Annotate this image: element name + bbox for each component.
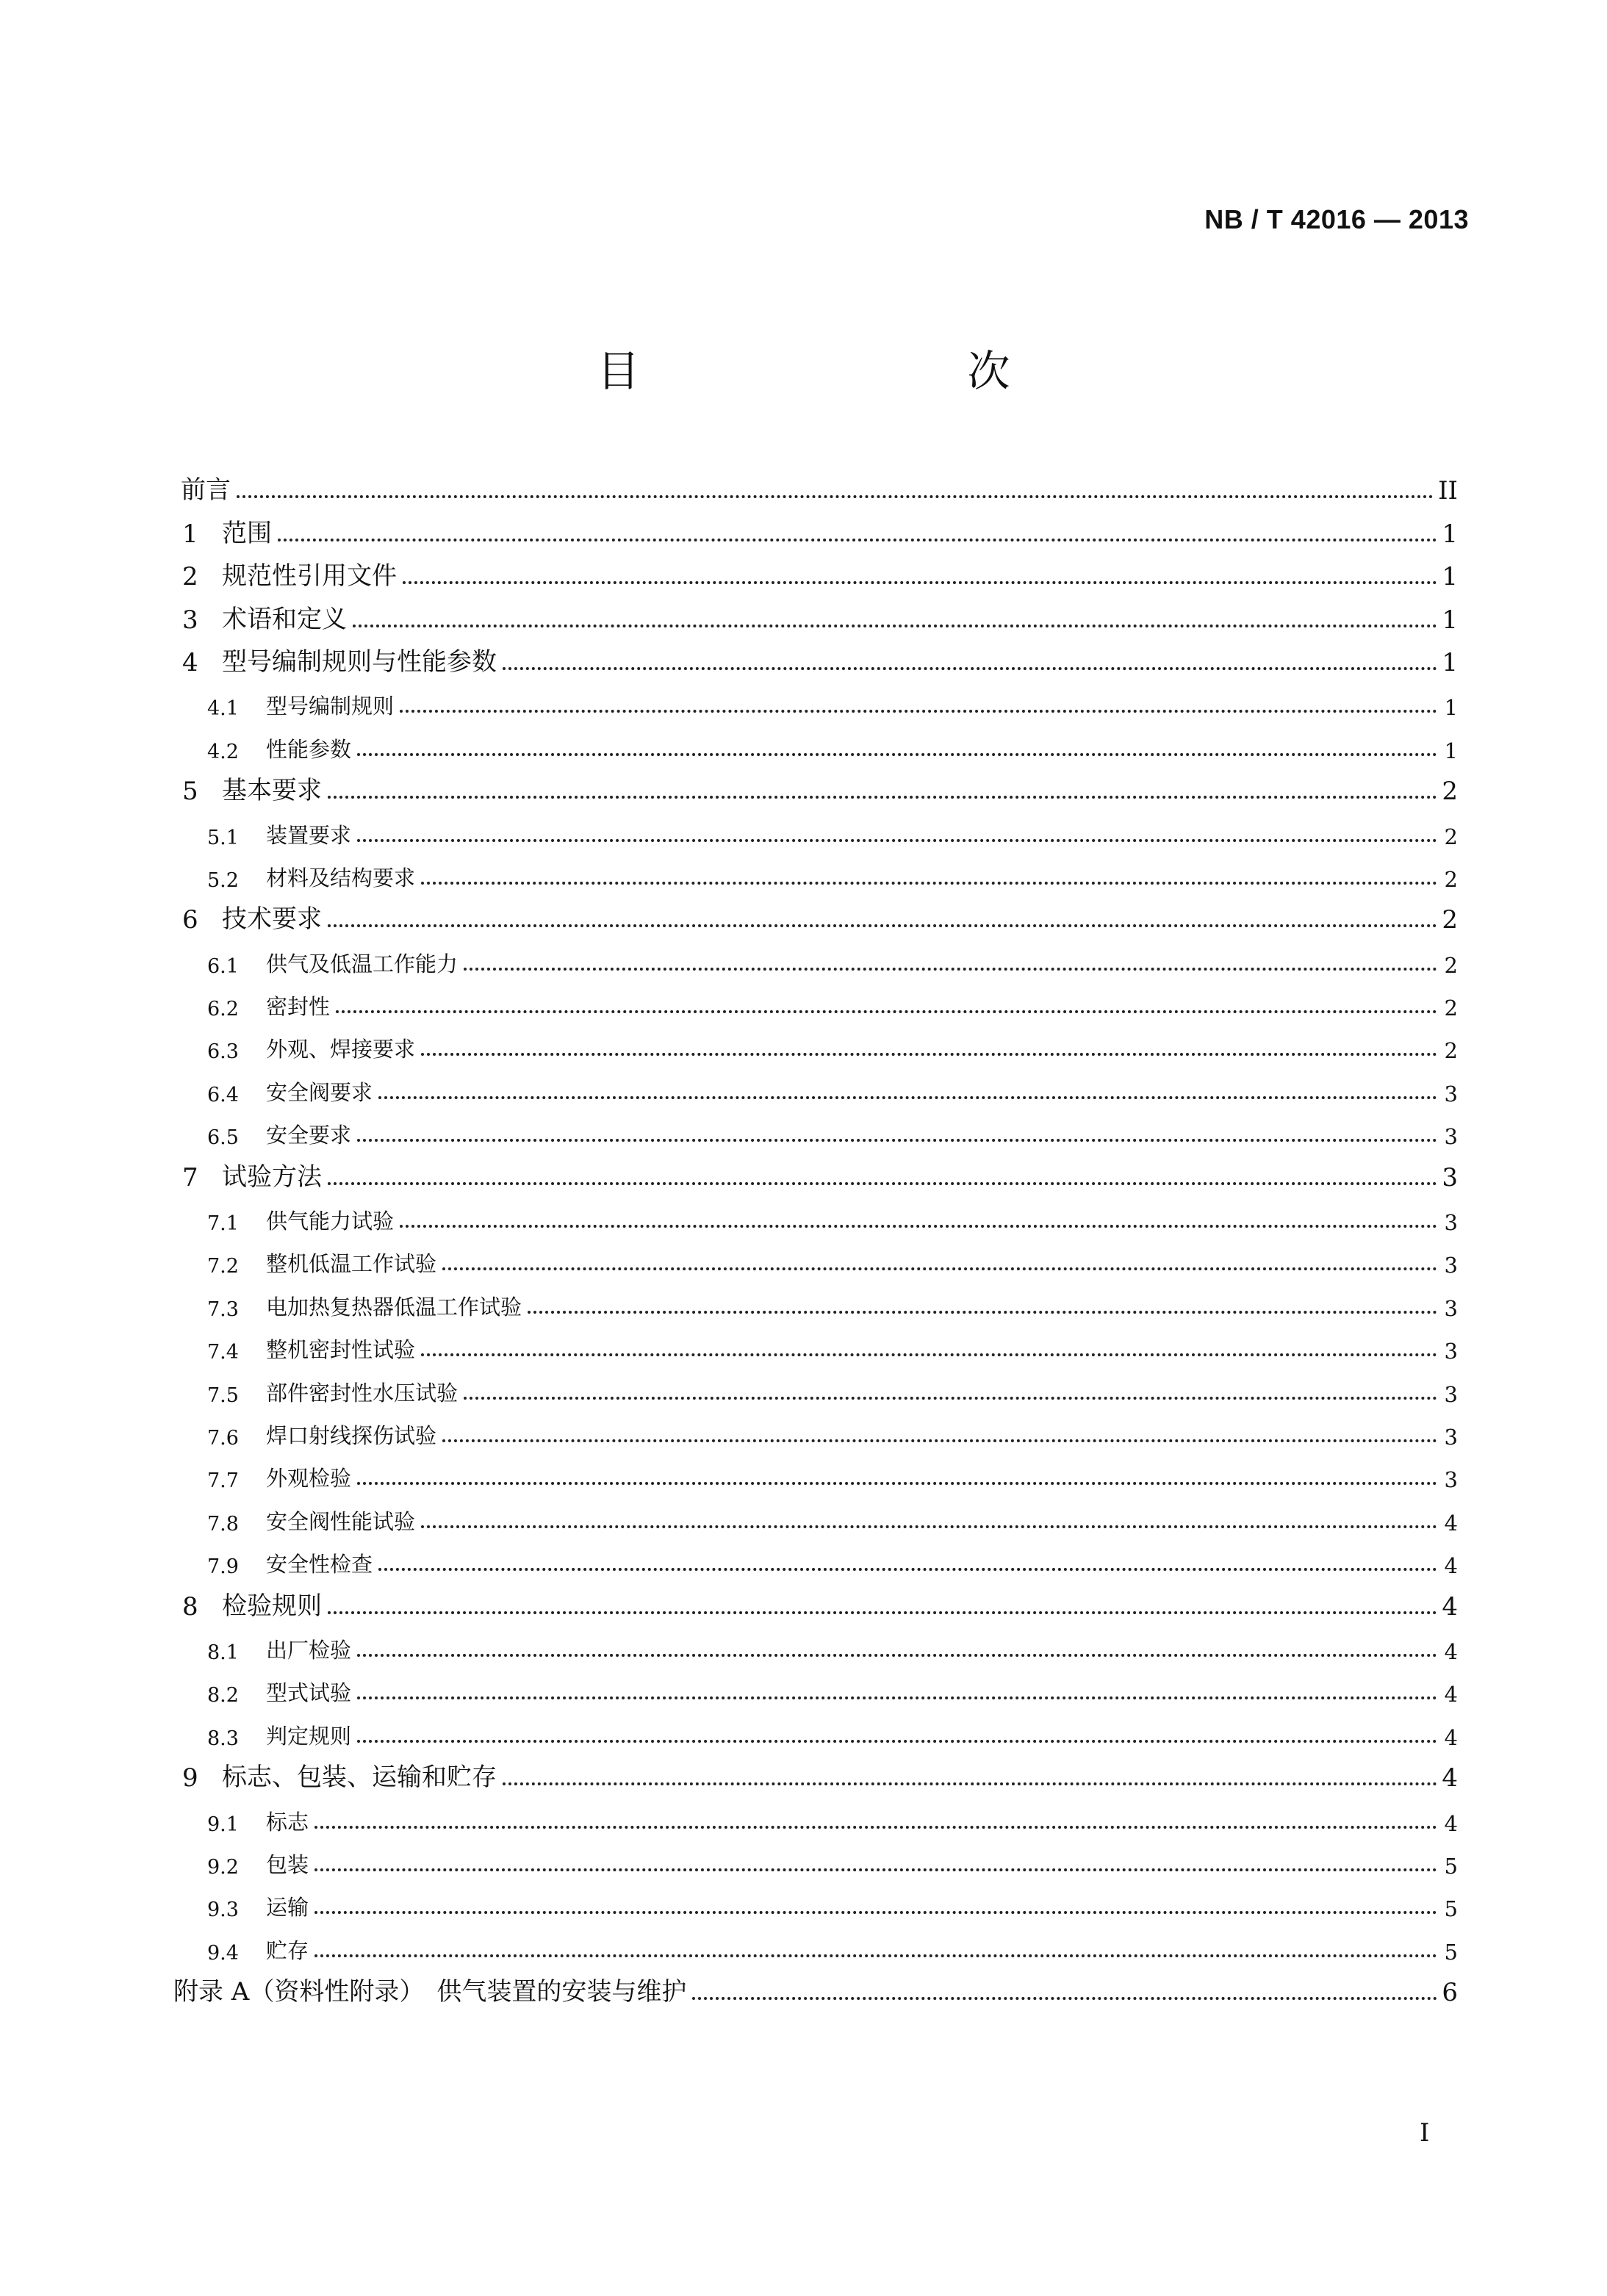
toc-entry-label: 贮存 [266,1937,309,1963]
toc-subsection-entry[interactable] [173,1926,1458,1968]
dot-leader [421,882,1437,885]
toc-entry-number: 6.1 [207,954,239,978]
dot-leader [357,839,1437,842]
toc-entry-label: 判定规则 [266,1723,352,1749]
toc-entry-number: 6.2 [207,998,239,1021]
toc-entry-page: 6 [1442,1978,1458,2008]
dot-leader [357,1740,1437,1743]
toc-subsection-entry[interactable] [173,1368,1458,1411]
toc-entry-page: 2 [1444,996,1458,1021]
toc-entry-page: 3 [1444,1081,1458,1106]
toc-entry-number: 7.8 [207,1512,239,1536]
dot-leader [314,1868,1437,1871]
dot-leader [314,1954,1437,1957]
toc-entry-number: 9.3 [207,1899,239,1922]
toc-subsection-entry[interactable] [173,682,1458,724]
toc-chapter-entry[interactable] [173,768,1458,810]
toc-entry-number: 3 [182,605,198,635]
toc-entry-label: 材料及结构要求 [266,865,416,890]
dot-leader [314,1911,1437,1914]
toc-subsection-entry[interactable] [173,1111,1458,1154]
toc-chapter-entry[interactable] [173,510,1458,553]
toc-entry-label: 术语和定义 [222,604,347,634]
toc-entry-label: 密封性 [266,994,331,1020]
toc-entry-label: 电加热复热器低温工作试验 [266,1294,522,1320]
toc-entry-page: 3 [1444,1381,1458,1407]
toc-entry-number: 7.4 [207,1341,239,1364]
toc-entry-page: 5 [1444,1853,1458,1879]
toc-entry-label: 范围 [222,518,272,548]
toc-entry-label: 试验方法 [222,1162,322,1192]
toc-entry-label: 安全性检查 [266,1552,373,1577]
toc-entry-label: 部件密封性水压试验 [266,1380,459,1406]
toc-entry-page: 1 [1444,738,1458,763]
toc-entry-label: 型号编制规则与性能参数 [222,647,497,677]
toc-entry-number: 6.4 [207,1083,239,1106]
toc-entry-number: 7.2 [207,1255,239,1278]
toc-entry-number: 4.1 [207,697,239,721]
toc-entry-page: 4 [1444,1724,1458,1750]
toc-entry-number: 4 [182,647,198,677]
dot-leader [357,753,1437,756]
toc-entry-page: 3 [1444,1124,1458,1150]
toc-entry-page: 4 [1442,1763,1458,1793]
dot-leader [378,1568,1437,1571]
toc-entry-page: 2 [1444,824,1458,849]
toc-entry-number: 2 [182,562,198,592]
toc-entry-label: 型式试验 [266,1680,352,1706]
toc-entry-label: 运输 [266,1895,309,1921]
toc-entry-page: 3 [1444,1424,1458,1450]
toc-entry-page: 1 [1442,562,1458,592]
toc-entry-label: 前言 [181,475,231,505]
toc-entry-label: 外观、焊接要求 [266,1037,416,1062]
toc-entry-label: 基本要求 [222,776,322,806]
toc-entry-number: 7 [182,1162,198,1192]
dot-leader [421,1353,1437,1356]
toc-entry-page: 1 [1442,647,1458,677]
dot-leader [357,1482,1437,1485]
toc-entry-label: 供气能力试验 [266,1209,395,1234]
toc-chapter-entry[interactable] [173,1154,1458,1196]
toc-chapter-entry[interactable] [173,596,1458,638]
table-of-contents [173,467,1458,2012]
toc-entry-number: 5.2 [207,868,239,892]
toc-subsection-entry[interactable] [173,810,1458,853]
toc-chapter-entry[interactable] [173,639,1458,682]
dot-leader [442,1267,1437,1270]
toc-entry-page: 2 [1442,777,1458,807]
dot-leader [357,1139,1437,1142]
dot-leader [403,581,1437,584]
toc-subsection-entry[interactable] [173,724,1458,767]
toc-entry-number: 9 [182,1763,198,1793]
dot-leader [328,1182,1437,1185]
toc-entry-page: 4 [1444,1553,1458,1579]
toc-entry-number: 1 [182,519,198,549]
toc-entry-page: 2 [1442,905,1458,935]
toc-subsection-entry[interactable] [173,1197,1458,1239]
toc-entry-number: 7.3 [207,1298,239,1321]
toc-entry-number: 6.5 [207,1126,239,1150]
toc-entry-page: 4 [1444,1510,1458,1536]
toc-entry-page: 4 [1442,1591,1458,1622]
toc-entry-page: 2 [1444,866,1458,892]
toc-entry-label: 包装 [266,1851,309,1877]
toc-subsection-entry[interactable] [173,1454,1458,1497]
toc-entry-label: 型号编制规则 [266,694,395,719]
toc-entry-number: 9.4 [207,1941,239,1965]
toc-entry-label: 标志、包装、运输和贮存 [222,1763,497,1793]
toc-entry-label: 供气及低温工作能力 [266,951,459,976]
toc-entry-page: 5 [1444,1896,1458,1922]
toc-subsection-entry[interactable] [173,1239,1458,1282]
toc-entry-number: 7.1 [207,1212,239,1236]
toc-entry-number: 6.3 [207,1040,239,1064]
toc-entry-label: 焊口射线探伤试验 [266,1422,437,1448]
toc-entry-label: 附录 A（资料性附录） 供气装置的安装与维护 [173,1977,687,2007]
toc-entry-number: 7.9 [207,1555,239,1579]
toc-entry-number: 8.2 [207,1684,239,1707]
toc-entry-number: 5.1 [207,826,239,849]
dot-leader [503,667,1437,670]
toc-entry-label: 出厂检验 [266,1637,352,1663]
dot-leader [357,1654,1437,1657]
dot-leader [357,1696,1437,1699]
toc-chapter-entry[interactable] [173,1755,1458,1797]
toc-entry-label: 装置要求 [266,822,352,848]
toc-entry-page: 3 [1444,1467,1458,1493]
toc-subsection-entry[interactable] [173,1711,1458,1754]
toc-chapter-entry[interactable] [173,553,1458,596]
toc-entry-label: 安全要求 [266,1123,352,1148]
toc-subsection-entry[interactable] [173,1025,1458,1068]
dot-leader [237,495,1434,498]
toc-entry-number: 7.6 [207,1426,239,1450]
toc-entry-number: 8.3 [207,1727,239,1750]
toc-subsection-entry[interactable] [173,939,1458,982]
toc-entry-number: 7.7 [207,1469,239,1493]
toc-subsection-entry[interactable] [173,1411,1458,1454]
dot-leader [378,1096,1437,1099]
toc-entry-page: 4 [1444,1682,1458,1707]
dot-leader [528,1311,1437,1314]
toc-entry-label: 检验规则 [222,1591,322,1621]
toc-subsection-entry[interactable] [173,1883,1458,1926]
dot-leader [278,539,1437,541]
toc-entry-page: 1 [1442,519,1458,549]
toc-entry-number: 5 [182,777,198,807]
toc-entry-page: 3 [1442,1162,1458,1192]
toc-entry-page: 4 [1444,1638,1458,1664]
dot-leader [421,1525,1437,1528]
toc-entry-number: 9.2 [207,1855,239,1879]
toc-entry-label: 外观检验 [266,1466,352,1491]
toc-subsection-entry[interactable] [173,1669,1458,1711]
toc-entry-label: 规范性引用文件 [222,561,397,591]
dot-leader [400,710,1437,713]
toc-entry[interactable] [173,1969,1458,2012]
toc-entry-number: 8.1 [207,1641,239,1664]
toc-entry-label: 技术要求 [222,904,322,935]
toc-chapter-entry[interactable] [173,896,1458,939]
toc-entry-number: 9.1 [207,1813,239,1836]
toc-subsection-entry[interactable] [173,1626,1458,1669]
dot-leader [464,1397,1437,1400]
page-title: 目 次 [597,346,1091,396]
dot-leader [328,1611,1437,1614]
toc-entry-page: II [1438,476,1458,506]
standard-code: NB / T 42016 — 2013 [1204,204,1469,234]
dot-leader [400,1225,1437,1228]
toc-entry-label: 标志 [266,1809,309,1835]
toc-entry-page: 3 [1444,1253,1458,1278]
toc-subsection-entry[interactable] [173,1068,1458,1110]
toc-subsection-entry[interactable] [173,1840,1458,1883]
dot-leader [421,1053,1437,1056]
toc-subsection-entry[interactable] [173,1540,1458,1583]
toc-entry-page: 1 [1442,605,1458,635]
toc-entry-label: 安全阀性能试验 [266,1508,416,1534]
toc-entry-number: 8 [182,1591,198,1622]
toc-entry-page: 1 [1444,695,1458,721]
dot-leader [328,924,1437,927]
dot-leader [442,1439,1437,1442]
toc-entry-number: 7.5 [207,1383,239,1407]
toc-entry-number: 6 [182,905,198,935]
dot-leader [353,625,1437,627]
toc-subsection-entry[interactable] [173,1797,1458,1840]
toc-entry-label: 整机低温工作试验 [266,1251,437,1277]
toc-entry-label: 整机密封性试验 [266,1337,416,1363]
toc-entry-page: 2 [1444,952,1458,978]
toc-subsection-entry[interactable] [173,1282,1458,1325]
toc-entry-number: 4.2 [207,740,239,763]
toc-chapter-entry[interactable] [173,1583,1458,1625]
toc-entry-page: 3 [1444,1210,1458,1236]
dot-leader [314,1826,1437,1829]
toc-entry-label: 安全阀要求 [266,1079,373,1105]
dot-leader [464,968,1437,971]
dot-leader [336,1010,1437,1013]
toc-entry[interactable] [173,467,1458,510]
toc-entry-page: 4 [1444,1810,1458,1836]
toc-subsection-entry[interactable] [173,1325,1458,1368]
toc-subsection-entry[interactable] [173,982,1458,1025]
dot-leader [692,1997,1437,2000]
toc-entry-page: 3 [1444,1339,1458,1364]
toc-subsection-entry[interactable] [173,1497,1458,1539]
page-number: I [1420,2118,1430,2148]
dot-leader [328,796,1437,799]
dot-leader [503,1782,1437,1785]
toc-entry-page: 3 [1444,1295,1458,1321]
toc-entry-page: 2 [1444,1038,1458,1064]
toc-subsection-entry[interactable] [173,854,1458,896]
toc-entry-label: 性能参数 [266,736,352,762]
toc-entry-page: 5 [1444,1939,1458,1965]
